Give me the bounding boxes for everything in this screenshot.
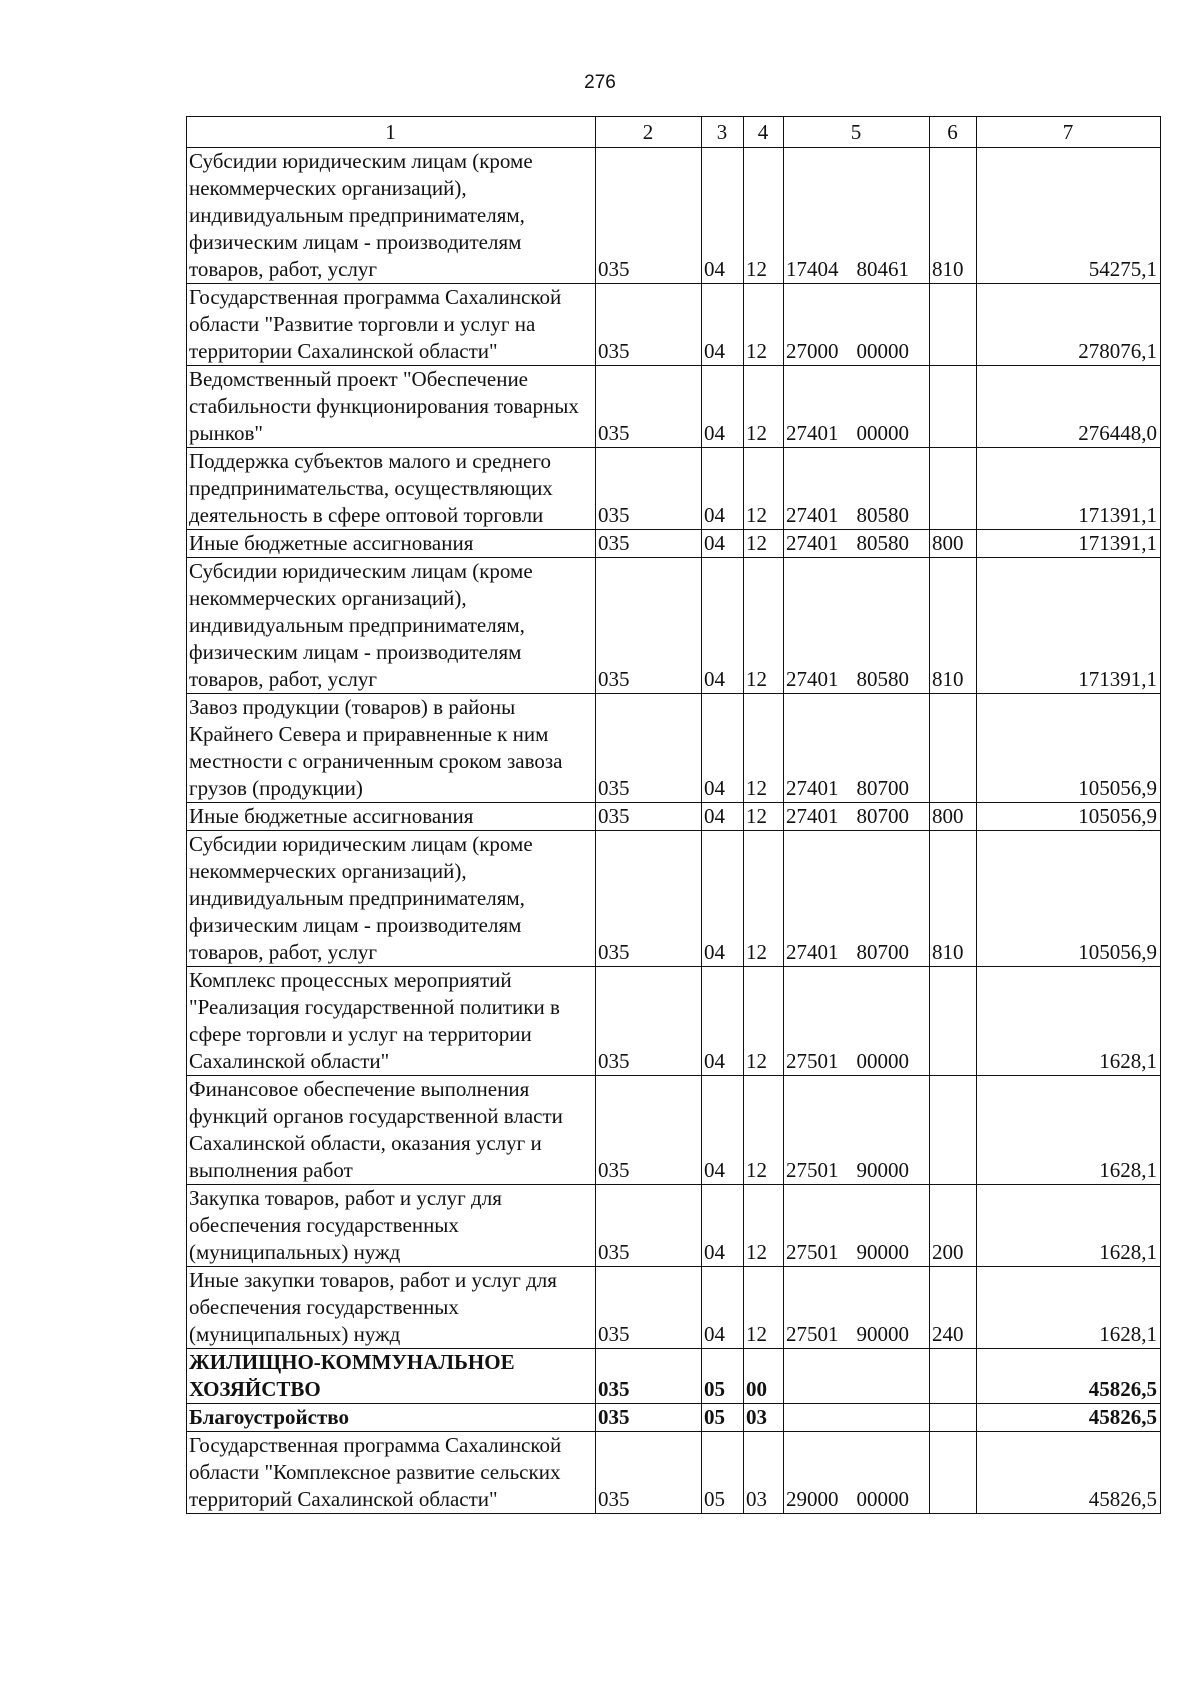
code-target-article — [784, 284, 930, 366]
code-program: 27401 — [786, 776, 839, 800]
code-program: 27501 — [786, 1158, 839, 1182]
code-program: 27000 — [786, 339, 839, 363]
code-program: 27401 — [786, 940, 839, 964]
code-section: 05 — [702, 1349, 744, 1404]
table-row — [187, 1076, 1161, 1185]
table-row — [187, 1349, 1161, 1404]
code-subsection: 12 — [744, 831, 784, 967]
code-section: 04 — [702, 694, 744, 803]
amount: 1628,1 — [977, 1267, 1161, 1349]
table-row — [187, 831, 1161, 967]
code-expense-type — [930, 1404, 977, 1432]
code-admin: 035 — [596, 1432, 702, 1514]
code-direction: 80700 — [856, 940, 909, 964]
code-program: 29000 — [786, 1487, 839, 1511]
code-subsection: 12 — [744, 1076, 784, 1185]
code-expense-type — [930, 448, 977, 530]
row-name: Завоз продукции (товаров) в районы Крайнего Севера и приравненные к ним местности с ограниченным сроком завоза грузов (продукции) — [187, 694, 596, 803]
row-name: Благоустройство — [187, 1404, 596, 1432]
code-target-article — [784, 803, 930, 831]
table-row — [187, 967, 1161, 1076]
code-direction: 80580 — [856, 667, 909, 691]
code-section: 04 — [702, 530, 744, 558]
code-target-article — [784, 1267, 930, 1349]
header-col-3: 3 — [702, 117, 744, 148]
code-program: 27401 — [786, 804, 839, 828]
budget-table — [186, 116, 1161, 1514]
code-subsection: 12 — [744, 366, 784, 448]
code-subsection: 03 — [744, 1404, 784, 1432]
code-admin: 035 — [596, 448, 702, 530]
table-row — [187, 530, 1161, 558]
code-direction: 80580 — [856, 531, 909, 555]
row-name: Государственная программа Сахалинской области "Развитие торговли и услуг на территории Сахалинской области" — [187, 284, 596, 366]
code-direction: 00000 — [856, 339, 909, 363]
code-program: 27501 — [786, 1049, 839, 1073]
header-col-7: 7 — [977, 117, 1161, 148]
code-target-article — [784, 148, 930, 284]
code-subsection: 12 — [744, 284, 784, 366]
code-section: 04 — [702, 366, 744, 448]
code-subsection: 12 — [744, 694, 784, 803]
table-row — [187, 366, 1161, 448]
code-admin: 035 — [596, 530, 702, 558]
code-program: 27501 — [786, 1322, 839, 1346]
code-admin: 035 — [596, 366, 702, 448]
header-col-1: 1 — [187, 117, 596, 148]
code-target-article — [784, 694, 930, 803]
code-target-article — [784, 1076, 930, 1185]
row-name: Государственная программа Сахалинской области "Комплексное развитие сельских территорий Сахалинской области" — [187, 1432, 596, 1514]
code-subsection: 12 — [744, 530, 784, 558]
code-expense-type — [930, 284, 977, 366]
code-section: 04 — [702, 1076, 744, 1185]
code-program: 27401 — [786, 421, 839, 445]
code-target-article — [784, 967, 930, 1076]
code-section: 05 — [702, 1404, 744, 1432]
amount: 1628,1 — [977, 967, 1161, 1076]
amount: 45826,5 — [977, 1349, 1161, 1404]
code-subsection: 12 — [744, 558, 784, 694]
code-direction: 00000 — [856, 1487, 909, 1511]
amount: 171391,1 — [977, 448, 1161, 530]
code-section: 04 — [702, 284, 744, 366]
code-direction: 00000 — [856, 421, 909, 445]
code-admin: 035 — [596, 694, 702, 803]
code-subsection: 00 — [744, 1349, 784, 1404]
code-expense-type: 800 — [930, 530, 977, 558]
table-row — [187, 1267, 1161, 1349]
code-expense-type: 810 — [930, 148, 977, 284]
table-row — [187, 148, 1161, 284]
code-section: 04 — [702, 558, 744, 694]
code-program: 27501 — [786, 1240, 839, 1264]
code-subsection: 12 — [744, 1267, 784, 1349]
code-expense-type — [930, 1349, 977, 1404]
code-direction: 90000 — [856, 1158, 909, 1182]
amount: 171391,1 — [977, 558, 1161, 694]
row-name: Иные бюджетные ассигнования — [187, 803, 596, 831]
amount: 1628,1 — [977, 1185, 1161, 1267]
code-section: 04 — [702, 803, 744, 831]
code-admin: 035 — [596, 148, 702, 284]
code-direction: 80700 — [856, 776, 909, 800]
code-section: 04 — [702, 967, 744, 1076]
table-row — [187, 1404, 1161, 1432]
header-row — [187, 117, 1161, 148]
code-direction: 90000 — [856, 1322, 909, 1346]
code-target-article — [784, 366, 930, 448]
table-row — [187, 284, 1161, 366]
code-admin: 035 — [596, 1185, 702, 1267]
code-expense-type: 240 — [930, 1267, 977, 1349]
table-body — [187, 148, 1161, 1514]
code-admin: 035 — [596, 284, 702, 366]
row-name: Ведомственный проект "Обеспечение стабильности функционирования товарных рынков" — [187, 366, 596, 448]
amount: 171391,1 — [977, 530, 1161, 558]
code-target-article — [784, 530, 930, 558]
code-subsection: 12 — [744, 803, 784, 831]
code-expense-type — [930, 694, 977, 803]
row-name: Поддержка субъектов малого и среднего предпринимательства, осуществляющих деятельность в сфере оптовой торговли — [187, 448, 596, 530]
amount: 45826,5 — [977, 1432, 1161, 1514]
code-section: 04 — [702, 1185, 744, 1267]
code-target-article — [784, 1404, 930, 1432]
code-direction: 90000 — [856, 1240, 909, 1264]
code-target-article — [784, 558, 930, 694]
table-row — [187, 1185, 1161, 1267]
row-name: Субсидии юридическим лицам (кроме некоммерческих организаций), индивидуальным предпринимателям, физическим лицам - производителям товаров, работ, услуг — [187, 558, 596, 694]
code-admin: 035 — [596, 1076, 702, 1185]
code-subsection: 12 — [744, 1185, 784, 1267]
code-program: 27401 — [786, 503, 839, 527]
code-direction: 80580 — [856, 503, 909, 527]
amount: 54275,1 — [977, 148, 1161, 284]
code-expense-type — [930, 366, 977, 448]
header-col-2: 2 — [596, 117, 702, 148]
amount: 278076,1 — [977, 284, 1161, 366]
code-program: 27401 — [786, 667, 839, 691]
code-subsection: 12 — [744, 148, 784, 284]
code-section: 04 — [702, 148, 744, 284]
code-expense-type: 810 — [930, 558, 977, 694]
code-expense-type — [930, 967, 977, 1076]
code-admin: 035 — [596, 558, 702, 694]
row-name: Иные закупки товаров, работ и услуг для обеспечения государственных (муниципальных) нужд — [187, 1267, 596, 1349]
code-admin: 035 — [596, 1349, 702, 1404]
row-name: Комплекс процессных мероприятий "Реализация государственной политики в сфере торговли и услуг на территории Сахалинской области" — [187, 967, 596, 1076]
code-expense-type: 200 — [930, 1185, 977, 1267]
code-admin: 035 — [596, 831, 702, 967]
code-expense-type: 800 — [930, 803, 977, 831]
code-direction: 80700 — [856, 804, 909, 828]
amount: 105056,9 — [977, 831, 1161, 967]
page-number: 276 — [584, 72, 616, 93]
code-target-article — [784, 831, 930, 967]
header-col-5: 5 — [784, 117, 930, 148]
amount: 1628,1 — [977, 1076, 1161, 1185]
code-subsection: 03 — [744, 1432, 784, 1514]
header-col-6: 6 — [930, 117, 977, 148]
code-target-article — [784, 1349, 930, 1404]
code-section: 04 — [702, 448, 744, 530]
code-direction: 80461 — [856, 257, 909, 281]
row-name: Закупка товаров, работ и услуг для обеспечения государственных (муниципальных) нужд — [187, 1185, 596, 1267]
code-expense-type: 810 — [930, 831, 977, 967]
code-program: 27401 — [786, 531, 839, 555]
code-admin: 035 — [596, 1267, 702, 1349]
amount: 276448,0 — [977, 366, 1161, 448]
table-row — [187, 448, 1161, 530]
table-row — [187, 558, 1161, 694]
row-name: Субсидии юридическим лицам (кроме некоммерческих организаций), индивидуальным предпринимателям, физическим лицам - производителям товаров, работ, услуг — [187, 148, 596, 284]
code-target-article — [784, 448, 930, 530]
table-row — [187, 803, 1161, 831]
row-name: Иные бюджетные ассигнования — [187, 530, 596, 558]
code-program: 17404 — [786, 257, 839, 281]
amount: 105056,9 — [977, 803, 1161, 831]
amount: 105056,9 — [977, 694, 1161, 803]
code-admin: 035 — [596, 1404, 702, 1432]
code-admin: 035 — [596, 803, 702, 831]
amount: 45826,5 — [977, 1404, 1161, 1432]
table-row — [187, 1432, 1161, 1514]
code-subsection: 12 — [744, 967, 784, 1076]
code-subsection: 12 — [744, 448, 784, 530]
code-direction: 00000 — [856, 1049, 909, 1073]
row-name: Финансовое обеспечение выполнения функций органов государственной власти Сахалинской области, оказания услуг и выполнения работ — [187, 1076, 596, 1185]
header-col-4: 4 — [744, 117, 784, 148]
table-row — [187, 694, 1161, 803]
code-section: 05 — [702, 1432, 744, 1514]
code-target-article — [784, 1185, 930, 1267]
code-expense-type — [930, 1432, 977, 1514]
row-name: ЖИЛИЩНО-КОММУНАЛЬНОЕ ХОЗЯЙСТВО — [187, 1349, 596, 1404]
code-expense-type — [930, 1076, 977, 1185]
code-section: 04 — [702, 831, 744, 967]
code-section: 04 — [702, 1267, 744, 1349]
code-target-article — [784, 1432, 930, 1514]
code-admin: 035 — [596, 967, 702, 1076]
row-name: Субсидии юридическим лицам (кроме некоммерческих организаций), индивидуальным предпринимателям, физическим лицам - производителям товаров, работ, услуг — [187, 831, 596, 967]
